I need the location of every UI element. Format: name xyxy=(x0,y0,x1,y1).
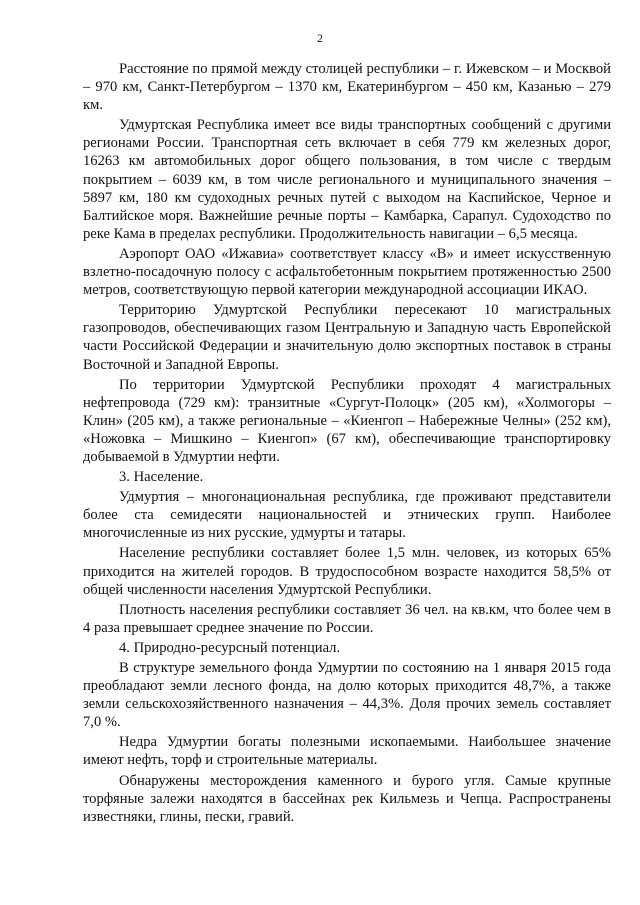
section-heading-population: 3. Население. xyxy=(119,469,204,486)
paragraph-distances: Расстояние по прямой между столицей республики – г. Ижевском – и Москвой – 970 км, Санкт-Петербургом – 1370 км, Екатеринбургом – 450 км, Казанью – 279 км. xyxy=(83,61,611,114)
paragraph-oil-pipelines: По территории Удмуртской Республики проходят 4 магистральных нефтепровода (729 км): транзитные «Сургут-Полоцк» (205 км), «Холмогоры – Клин» (205 км), а также региональные – «Киенгоп – Набережные Челны» (252 км), «Ножовка – Мишкино – Киенгоп» (67 км), обеспечивающие транспортировку добываемой в Удмуртии нефти. xyxy=(83,376,611,465)
paragraph-population: Население республики составляет более 1,5 млн. человек, из которых 65% приходится на жителей городов. В трудоспособном возрасте находится 58,5% от общей численности населения Удмуртской Республики. xyxy=(83,545,611,598)
paragraph-deposits: Обнаружены месторождения каменного и бурого угля. Самые крупные торфяные залежи находятся в бассейнах рек Кильмезь и Чепца. Распространены известняки, глины, пески, гравий. xyxy=(83,772,611,825)
paragraph-land-fund: В структуре земельного фонда Удмуртии по состоянию на 1 января 2015 года преобладают земли лесного фонда, на долю которых приходится 48,7%, а также земли сельскохозяйственного назначения – 44,3%. Доля прочих земель составляет 7,0 %. xyxy=(83,660,611,731)
paragraph-gas-pipelines: Территорию Удмуртской Республики пересекают 10 магистральных газопроводов, обеспечивающих газом Центральную и Западную часть Европейской части Российской Федерации и значительную долю экспортных поставок в страны Восточной и Западной Европы. xyxy=(83,302,611,373)
section-heading-resources: 4. Природно-ресурсный потенциал. xyxy=(119,639,341,656)
document-body xyxy=(83,60,611,828)
paragraph-nationalities: Удмуртия – многонациональная республика, где проживают представители более ста семидесяти национальностей и этнических групп. Наиболее многочисленные из них русские, удмурты и татары. xyxy=(83,489,611,542)
paragraph-mineral-resources: Недра Удмуртии богаты полезными ископаемыми. Наибольшее значение имеют нефть, торф и строительные материалы. xyxy=(83,734,611,769)
paragraph-density: Плотность населения республики составляет 36 чел. на кв.км, что более чем в 4 раза превышает среднее значение по России. xyxy=(83,601,611,636)
page-number: 2 xyxy=(317,31,323,45)
paragraph-transport-network: Удмуртская Республика имеет все виды транспортных сообщений с другими регионами России. Транспортная сеть включает в себя 779 км железных дорог, 16263 км автомобильных дорог общего пользования, в том числе с твердым покрытием – 6039 км, в том числе регионального и муниципального значения – 5897 км, 180 км судоходных речных путей с выходом на Каспийское, Черное и Балтийское моря. Важнейшие речные порты – Камбарка, Сарапул. Судоходство по реке Кама в пределах республики. Продолжительность навигации – 6,5 месяца. xyxy=(83,117,611,242)
paragraph-airport: Аэропорт ОАО «Ижавиа» соответствует классу «В» и имеет искусственную взлетно-посадочную полосу с асфальтобетонным покрытием протяженностью 2500 метров, соответствующую первой категории международной ассоциации ИКАО. xyxy=(83,245,611,299)
